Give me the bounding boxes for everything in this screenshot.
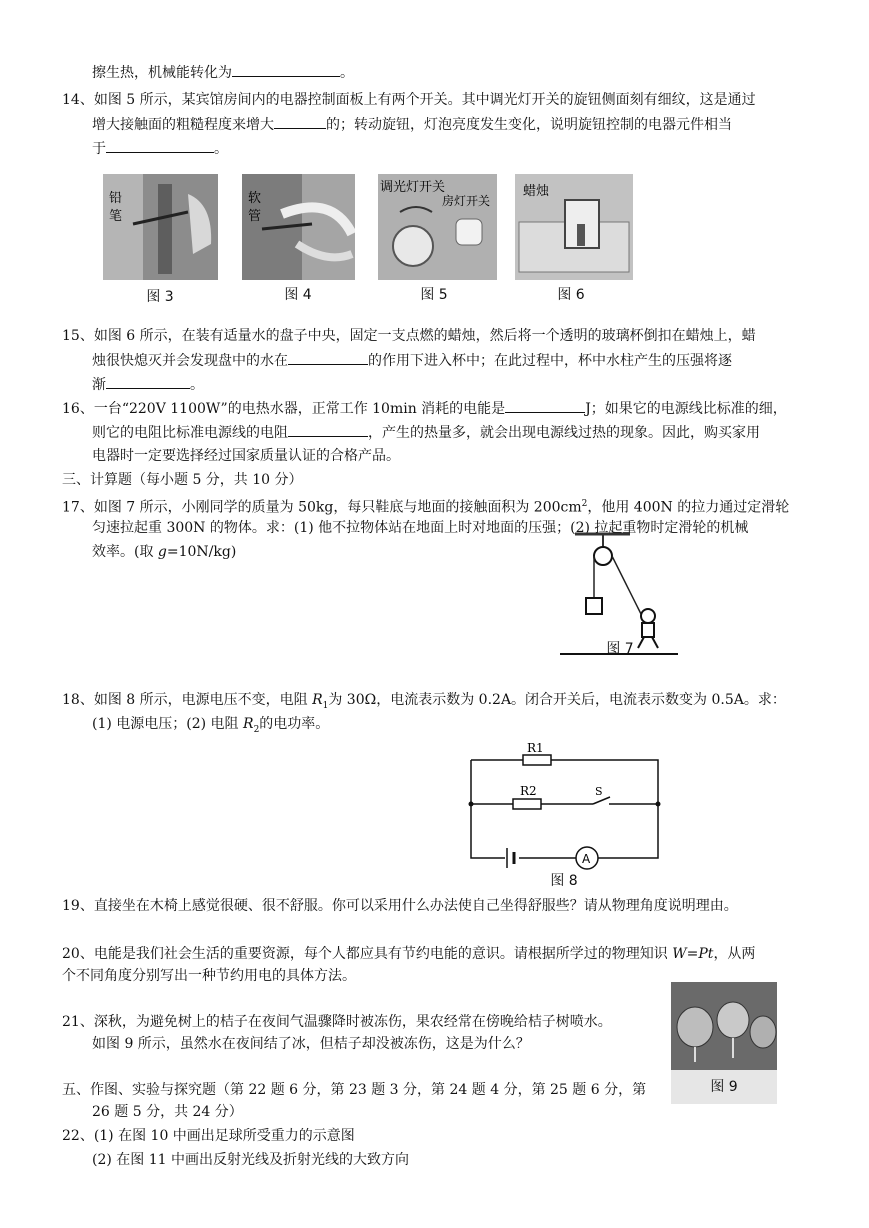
switch-label: S bbox=[595, 785, 603, 798]
figure-5-label-room-light: 房灯开关 bbox=[442, 194, 491, 208]
q20-line-1: 20、电能是我们社会生活的重要资源，每个人都应具有节约电能的意识。请根据所学过的物理知识 W=Pt，从两 bbox=[62, 946, 756, 962]
q14-line-2: 增大接触面的粗糙程度来增大 的；转动旋钮，灯泡亮度发生变化，说明旋钮控制的电器元件相当 bbox=[92, 114, 732, 135]
answer-blank[interactable] bbox=[274, 114, 326, 129]
figure-4-photo bbox=[242, 174, 355, 280]
q19-text: 19、直接坐在木椅上感觉很硬、很不舒服。你可以采用什么办法使自己坐得舒服些？请从物理角度说明理由。 bbox=[62, 898, 738, 914]
q18-line-1: 18、如图 8 所示，电源电压不变，电阻 $R_1$为 30Ω，电流表示数为 0.2A。闭合开关后，电流表示数变为 0.5A。求： bbox=[62, 692, 786, 711]
figure-3-caption: 图 3 bbox=[146, 289, 174, 305]
q16-line-1: 16、一台“220V 1100W”的电热水器，正常工作 10min 消耗的电能是 J；如果它的电源线比标准的细， bbox=[62, 398, 787, 419]
q16-line-3: 电器时一定要选择经过国家质量认证的合格产品。 bbox=[92, 448, 400, 464]
q15-line-1: 15、如图 6 所示，在装有适量水的盘子中央，固定一支点燃的蜡烛，然后将一个透明的玻璃杯倒扣在蜡烛上，蜡 bbox=[62, 328, 756, 344]
q16-line-2: 则它的电阻比标准电源线的电阻 ，产生的热量多，就会出现电源线过热的现象。因此，购买家用 bbox=[92, 422, 760, 443]
q17-line-2: 匀速拉起重 300N 的物体。求：(1) 他不拉物体站在地面上时对地面的压强；(2) 拉起重物时定滑轮的机械 bbox=[92, 520, 749, 536]
q22-line-2: (2) 在图 11 中画出反射光线及折射光线的大致方向 bbox=[92, 1152, 409, 1168]
figure-4-caption: 图 4 bbox=[284, 287, 312, 303]
ammeter-label: A bbox=[582, 852, 591, 866]
figure-9-photo bbox=[671, 982, 777, 1070]
resistor-r2 bbox=[513, 799, 541, 809]
frozen-oranges-illustration bbox=[671, 982, 777, 1070]
q13-continuation: 擦生热，机械能转化为 。 bbox=[92, 62, 354, 83]
q15-line-2: 烛很快熄灭并会发现盘中的水在 的作用下进入杯中；在此过程中，杯中水柱产生的压强将逐 bbox=[92, 350, 732, 371]
q15-line-3: 渐 。 bbox=[92, 374, 204, 395]
q21-line-1: 21、深秋，为避免树上的桔子在夜间气温骤降时被冻伤，果农经常在傍晚给桔子树喷水。 bbox=[62, 1014, 612, 1030]
answer-blank[interactable] bbox=[232, 62, 340, 77]
r1-label: R1 bbox=[527, 742, 544, 755]
figure-5-photo bbox=[378, 174, 497, 280]
answer-blank[interactable] bbox=[288, 422, 368, 437]
figure-6-caption: 图 6 bbox=[557, 287, 585, 303]
figure-9-caption: 图 9 bbox=[671, 1070, 777, 1104]
figure-8-caption: 图 8 bbox=[550, 873, 578, 889]
q17-line-1: 17、如图 7 所示，小刚同学的质量为 50kg，每只鞋底与地面的接触面积为 $200cm^2$，他用 400N 的拉力通过定滑轮 bbox=[62, 499, 790, 516]
section-5-heading-line-2: 26 题 5 分，共 24 分） bbox=[92, 1104, 243, 1120]
q21-line-2: 如图 9 所示，虽然水在夜间结了冰，但桔子却没被冻伤，这是为什么？ bbox=[92, 1036, 530, 1052]
answer-blank[interactable] bbox=[505, 398, 585, 413]
figure-5-label-dimmer: 调光灯开关 bbox=[380, 180, 446, 195]
answer-blank[interactable] bbox=[106, 374, 190, 389]
figure-6-label: 蜡烛 bbox=[523, 184, 550, 199]
q18-line-2: (1) 电源电压；(2) 电阻 $R_2$的电功率。 bbox=[92, 716, 330, 735]
q14-line-1: 14、如图 5 所示，某宾馆房间内的电器控制面板上有两个开关。其中调光灯开关的旋钮侧面刻有细纹，这是通过 bbox=[62, 92, 756, 108]
figure-3-photo bbox=[103, 174, 218, 280]
q17-line-3: 效率。(取 g=10N/kg) bbox=[92, 544, 237, 560]
answer-blank[interactable] bbox=[106, 138, 214, 153]
q20-line-2: 个不同角度分别写出一种节约用电的具体方法。 bbox=[62, 968, 356, 984]
answer-blank[interactable] bbox=[288, 350, 368, 365]
section-3-heading: 三、计算题（每小题 5 分，共 10 分） bbox=[62, 472, 303, 488]
figure-4-label: 软管 bbox=[248, 191, 262, 224]
section-5-heading-line-1: 五、作图、实验与探究题（第 22 题 6 分，第 23 题 3 分，第 24 题 4 分，第 25 题 6 分，第 bbox=[62, 1082, 647, 1098]
figure-7-caption: 图 7 bbox=[606, 641, 634, 657]
r2-label: R2 bbox=[520, 784, 537, 798]
figure-6-photo bbox=[515, 174, 633, 280]
figure-3-label: 铅笔 bbox=[109, 191, 123, 224]
resistor-r1 bbox=[523, 755, 551, 765]
figure-5-caption: 图 5 bbox=[420, 287, 448, 303]
q22-line-1: 22、(1) 在图 10 中画出足球所受重力的示意图 bbox=[62, 1128, 355, 1144]
q14-line-3: 于 。 bbox=[92, 138, 228, 159]
